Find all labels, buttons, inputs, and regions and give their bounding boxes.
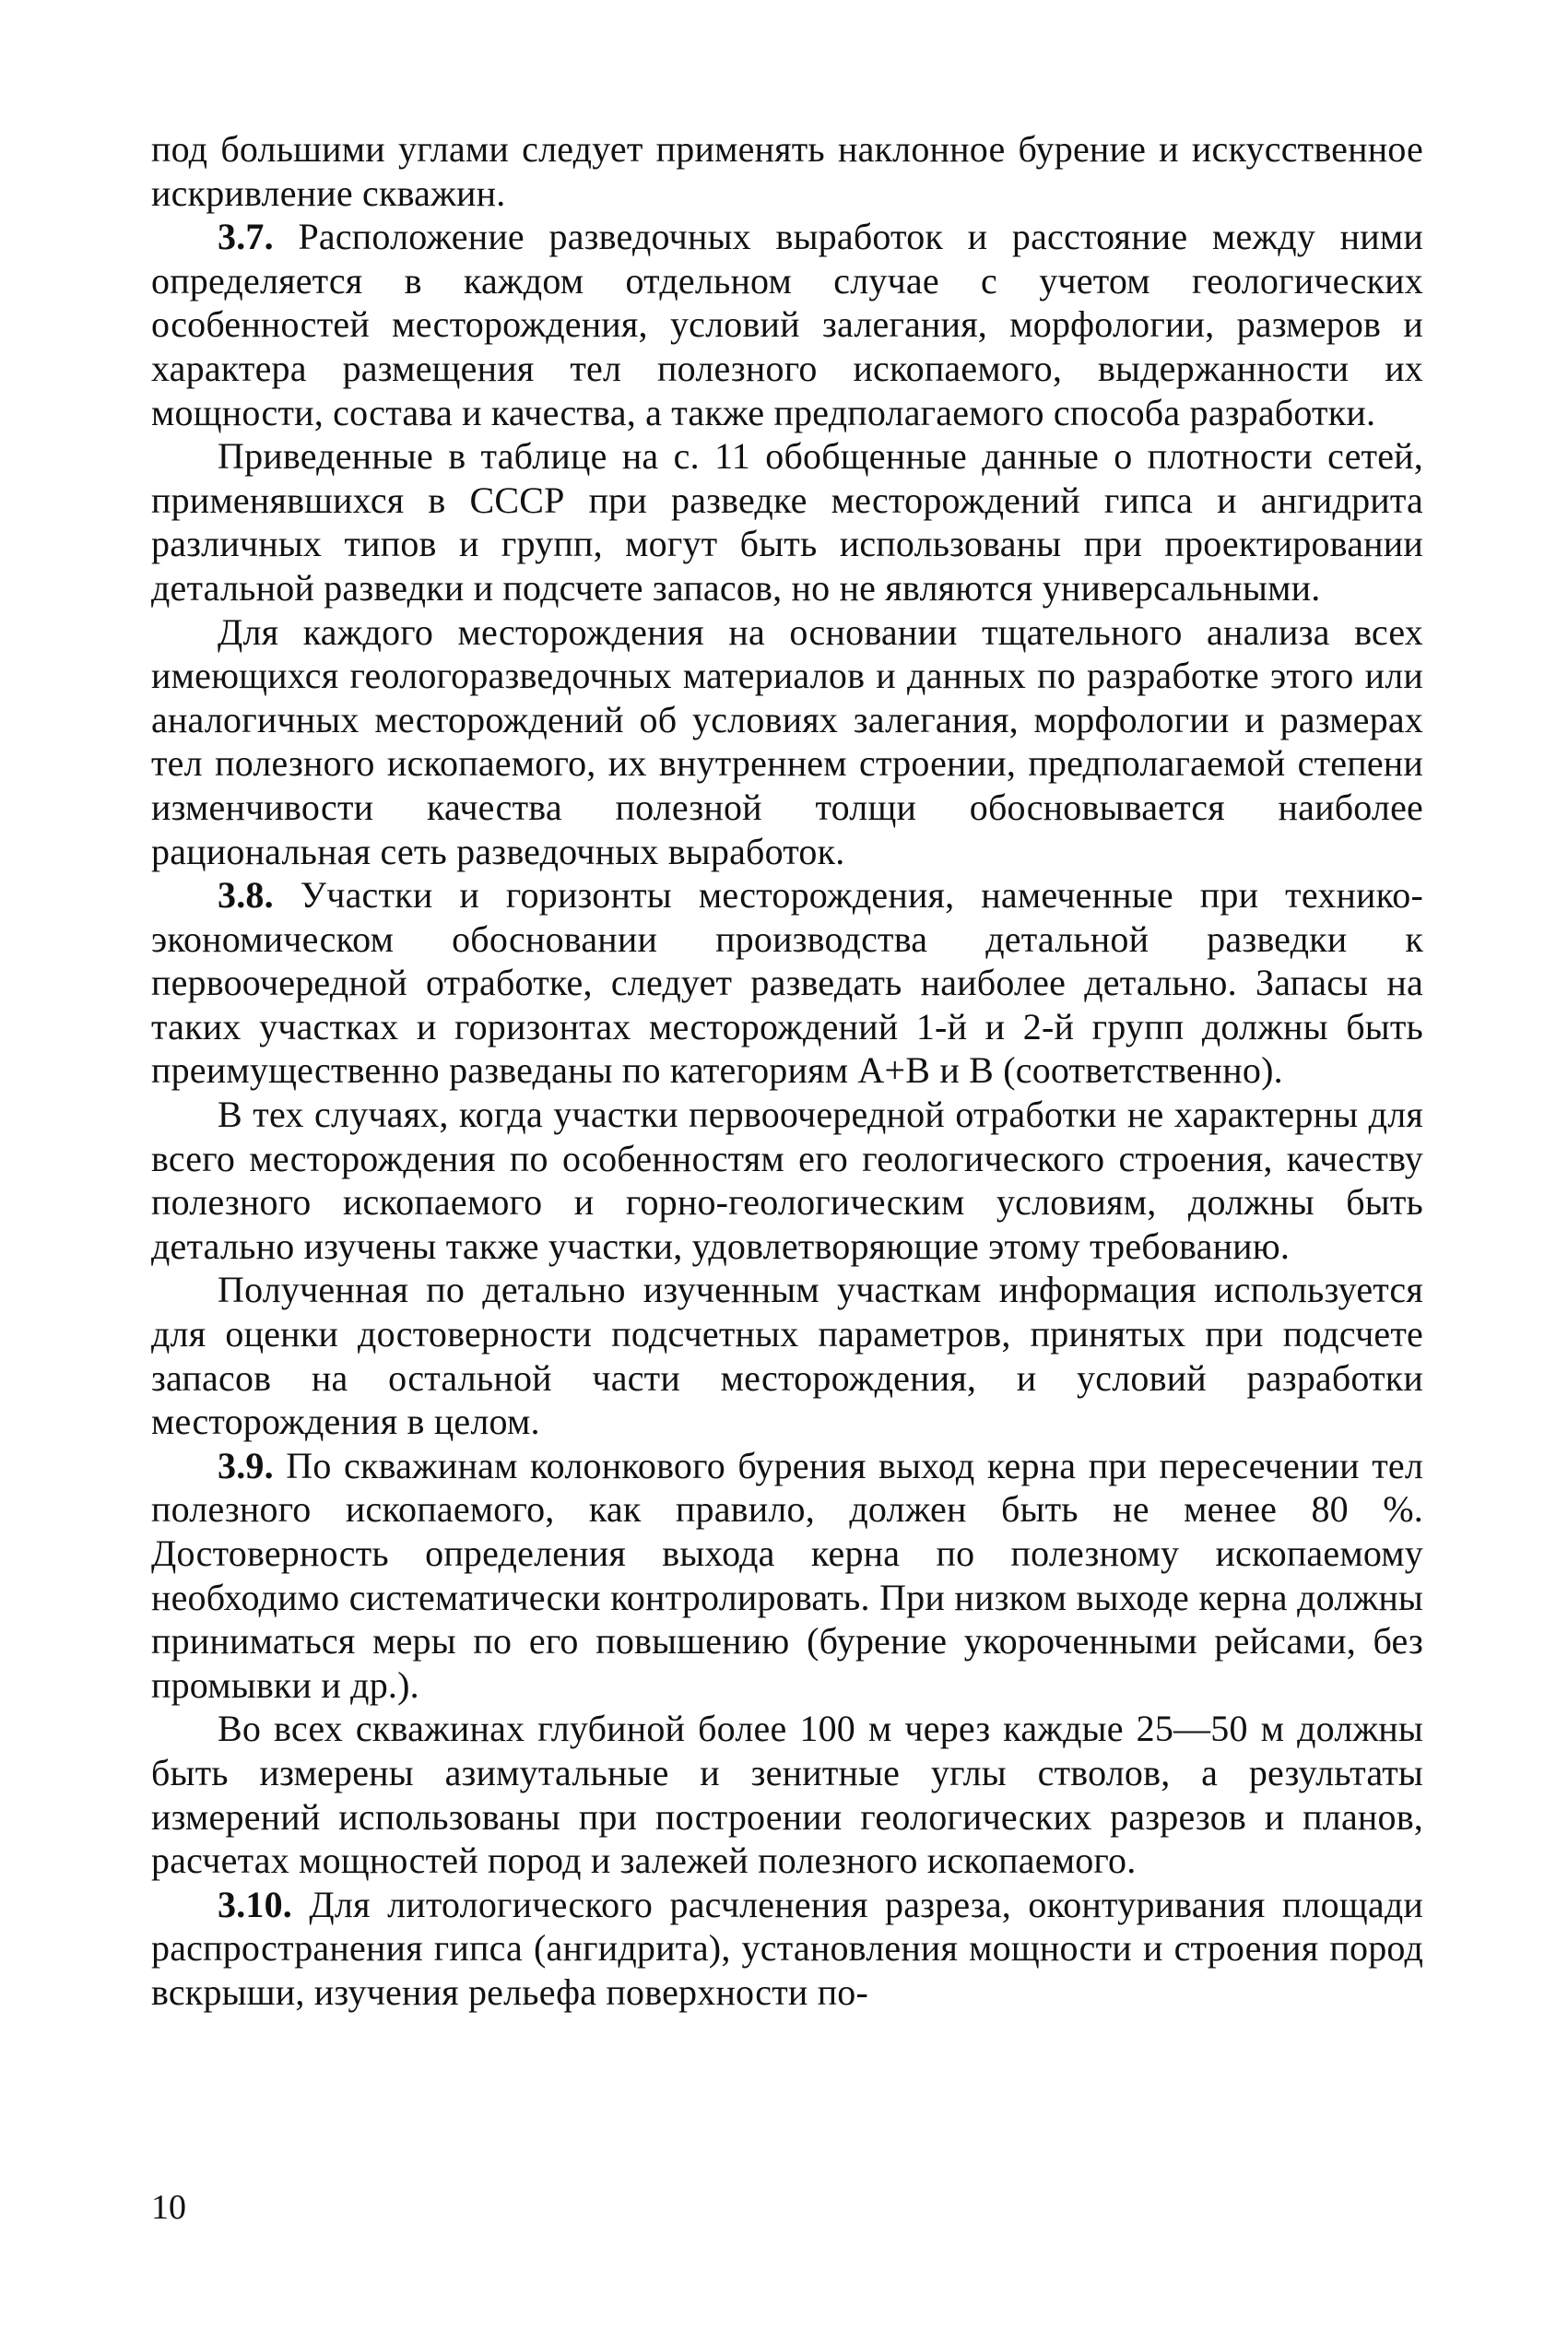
paragraph-9 <box>151 1707 1423 1882</box>
paragraph-1 <box>151 127 1423 215</box>
section-number: 3.9. <box>218 1444 274 1486</box>
paragraph-4 <box>151 610 1423 874</box>
section-number: 3.7. <box>218 216 274 258</box>
paragraph-text: Приведенные в таблице на с. 11 обобщенные данные о плотности сетей, применявшихся в СССР при разведке месторождений гипса и ангидрита различных типов и групп, могут быть использованы при проектировании детальной разведки и подсчете запасов, но не являются универсальными. <box>151 435 1423 609</box>
section-number: 3.10. <box>218 1883 292 1925</box>
paragraph-text: под большими углами следует применять наклонное бурение и искусственное искривление скважин. <box>151 128 1423 214</box>
paragraph-text: В тех случаях, когда участки первоочередной отработки не характерны для всего месторождения по особенностям его геологического строения, качеству полезного ископаемого и горно-геологическим условиям, должны быть детально изучены также участки, удовлетворяющие этому требованию. <box>151 1094 1423 1267</box>
paragraph-text: Для литологического расчленения разреза, оконтуривания площади распространения гипса (ангидрита), установления мощности и строения пород вскрыши, изучения рельефа поверхности по- <box>151 1883 1423 2013</box>
paragraph-text: Для каждого месторождения на основании тщательного анализа всех имеющихся геологоразведочных материалов и данных по разработке этого или аналогичных месторождений об условиях залегания, морфологии и размерах тел полезного ископаемого, их внутреннем строении, предполагаемой степени изменчивости качества полезной толщи обосновывается наиболее рациональная сеть разведочных выработок. <box>151 610 1423 872</box>
paragraph-3-9 <box>151 1444 1423 1708</box>
paragraph-6 <box>151 1093 1423 1268</box>
paragraph-7 <box>151 1268 1423 1443</box>
paragraph-text: Расположение разведочных выработок и расстояние между ними определяется в каждом отдельном случае с учетом геологических особенностей месторождения, условий залегания, морфологии, размеров и характера размещения тел полезного ископаемого, выдержанности их мощности, состава и качества, а также предполагаемого способа разработки. <box>151 216 1423 433</box>
paragraph-text: Полученная по детально изученным участкам информация используется для оценки достоверности подсчетных параметров, принятых при подсчете запасов на остальной части месторождения, и условий разработки месторождения в целом. <box>151 1269 1423 1443</box>
paragraph-text: Участки и горизонты месторождения, намеченные при технико-экономическом обосновании производства детальной разведки к первоочередной отработке, следует разведать наиболее детально. Запасы на таких участках и горизонтах месторождений 1-й и 2-й групп должны быть преимущественно разведаны по категориям А+В и В (соответственно). <box>151 874 1423 1092</box>
paragraph-text: Во всех скважинах глубиной более 100 м через каждые 25—50 м должны быть измерены азимутальные и зенитные углы стволов, а результаты измерений использованы при построении геологических разрезов и планов, расчетах мощностей пород и залежей полезного ископаемого. <box>151 1708 1423 1882</box>
paragraph-text: По скважинам колонкового бурения выход керна при пересечении тел полезного ископаемого, как правило, должен быть не менее 80 %. Достоверность определения выхода керна по полезному ископаемому необходимо систематически контролировать. При низком выходе керна должны приниматься меры по его повышению (бурение укороченными рейсами, без промывки и др.). <box>151 1444 1423 1706</box>
paragraph-3-7 <box>151 215 1423 434</box>
page-number: 10 <box>151 2188 186 2227</box>
paragraph-3-8 <box>151 873 1423 1093</box>
paragraph-3-10 <box>151 1883 1423 2015</box>
paragraph-3 <box>151 434 1423 609</box>
section-number: 3.8. <box>218 874 274 917</box>
document-body <box>151 127 1423 2015</box>
